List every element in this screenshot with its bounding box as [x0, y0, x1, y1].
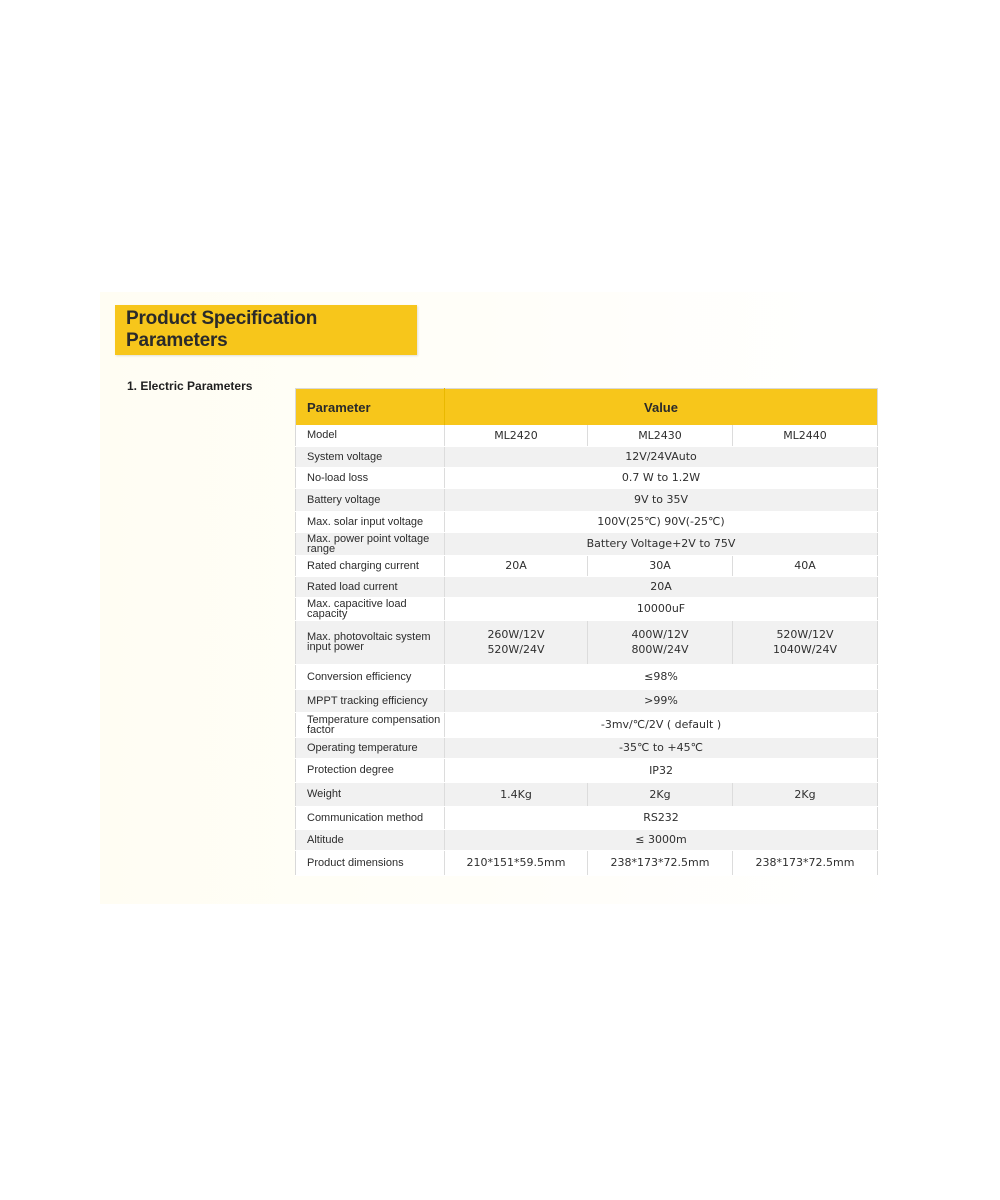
- table-row: [296, 467, 878, 488]
- rated-charging-value: 30A: [588, 555, 733, 576]
- protection-value: IP32: [445, 758, 878, 782]
- max-pv-power-line: 1040W/24V: [772, 643, 838, 656]
- table-row: [296, 689, 878, 712]
- row-label-battery-voltage: Battery voltage: [296, 488, 445, 511]
- table-row: [296, 620, 878, 664]
- max-power-point-value: Battery Voltage+2V to 75V: [445, 532, 878, 555]
- weight-value: 2Kg: [733, 782, 878, 806]
- row-label-conversion: Conversion efficiency: [296, 664, 445, 689]
- table-row: [296, 850, 878, 875]
- rated-load-value: 20A: [445, 576, 878, 597]
- battery-voltage-value: 9V to 35V: [445, 488, 878, 511]
- model-value: ML2440: [733, 425, 878, 446]
- row-label-weight: Weight: [296, 782, 445, 806]
- max-pv-power-line: 260W/12V: [487, 628, 545, 641]
- section-heading: 1. Electric Parameters: [127, 379, 253, 393]
- table-row: [296, 555, 878, 576]
- row-label-model: Model: [296, 425, 445, 446]
- row-label-max-pv-power: Max. photovoltaic system input power: [296, 620, 445, 664]
- row-label-altitude: Altitude: [296, 829, 445, 850]
- max-pv-power-cell: [733, 620, 878, 664]
- max-pv-power-cell: [445, 620, 588, 664]
- table-row: [296, 511, 878, 532]
- max-pv-power-line: 520W/24V: [487, 643, 545, 656]
- rated-charging-value: 20A: [445, 555, 588, 576]
- header-value: Value: [445, 389, 878, 426]
- max-solar-input-value: 100V(25℃) 90V(-25℃): [445, 511, 878, 532]
- model-value: ML2420: [445, 425, 588, 446]
- row-label-protection: Protection degree: [296, 758, 445, 782]
- table-row: [296, 712, 878, 737]
- table-row: [296, 758, 878, 782]
- communication-value: RS232: [445, 806, 878, 829]
- max-capacitive-value: 10000uF: [445, 597, 878, 620]
- weight-value: 1.4Kg: [445, 782, 588, 806]
- no-load-loss-value: 0.7 W to 1.2W: [445, 467, 878, 488]
- dimensions-value: 238*173*72.5mm: [733, 850, 878, 875]
- dimensions-value: 210*151*59.5mm: [445, 850, 588, 875]
- table-row: [296, 597, 878, 620]
- rated-charging-value: 40A: [733, 555, 878, 576]
- dimensions-value: 238*173*72.5mm: [588, 850, 733, 875]
- row-label-dimensions: Product dimensions: [296, 850, 445, 875]
- altitude-value: ≤ 3000m: [445, 829, 878, 850]
- row-label-system-voltage: System voltage: [296, 446, 445, 467]
- row-label-communication: Communication method: [296, 806, 445, 829]
- row-label-temp-compensation: Temperature compensation factor: [296, 712, 445, 737]
- spec-table: [295, 388, 878, 876]
- title-banner: [115, 305, 417, 355]
- operating-temp-value: -35℃ to +45℃: [445, 737, 878, 758]
- max-pv-power-line: 800W/24V: [631, 643, 689, 656]
- max-pv-power-cell: [588, 620, 733, 664]
- max-pv-power-line: 520W/12V: [776, 628, 834, 641]
- row-label-max-solar-input: Max. solar input voltage: [296, 511, 445, 532]
- max-pv-power-line: 400W/12V: [631, 628, 689, 641]
- row-label-no-load-loss: No-load loss: [296, 467, 445, 488]
- table-header-row: [296, 389, 878, 426]
- table-row: [296, 532, 878, 555]
- header-parameter: Parameter: [296, 389, 445, 426]
- row-label-max-power-point: Max. power point voltage range: [296, 532, 445, 555]
- mppt-value: >99%: [445, 689, 878, 712]
- table-row: [296, 806, 878, 829]
- table-row: [296, 446, 878, 467]
- table-row: [296, 829, 878, 850]
- table-row: [296, 576, 878, 597]
- page-title: Product Specification Parameters: [126, 308, 318, 351]
- table-row: [296, 664, 878, 689]
- table-row: [296, 782, 878, 806]
- row-label-mppt: MPPT tracking efficiency: [296, 689, 445, 712]
- row-label-max-capacitive: Max. capacitive load capacity: [296, 597, 445, 620]
- row-label-operating-temp: Operating temperature: [296, 737, 445, 758]
- table-row: [296, 488, 878, 511]
- model-value: ML2430: [588, 425, 733, 446]
- conversion-value: ≤98%: [445, 664, 878, 689]
- table-row: [296, 737, 878, 758]
- row-label-rated-charging: Rated charging current: [296, 555, 445, 576]
- weight-value: 2Kg: [588, 782, 733, 806]
- row-label-rated-load: Rated load current: [296, 576, 445, 597]
- system-voltage-value: 12V/24VAuto: [445, 446, 878, 467]
- temp-compensation-value: -3mv/℃/2V ( default ): [445, 712, 878, 737]
- table-row: [296, 425, 878, 446]
